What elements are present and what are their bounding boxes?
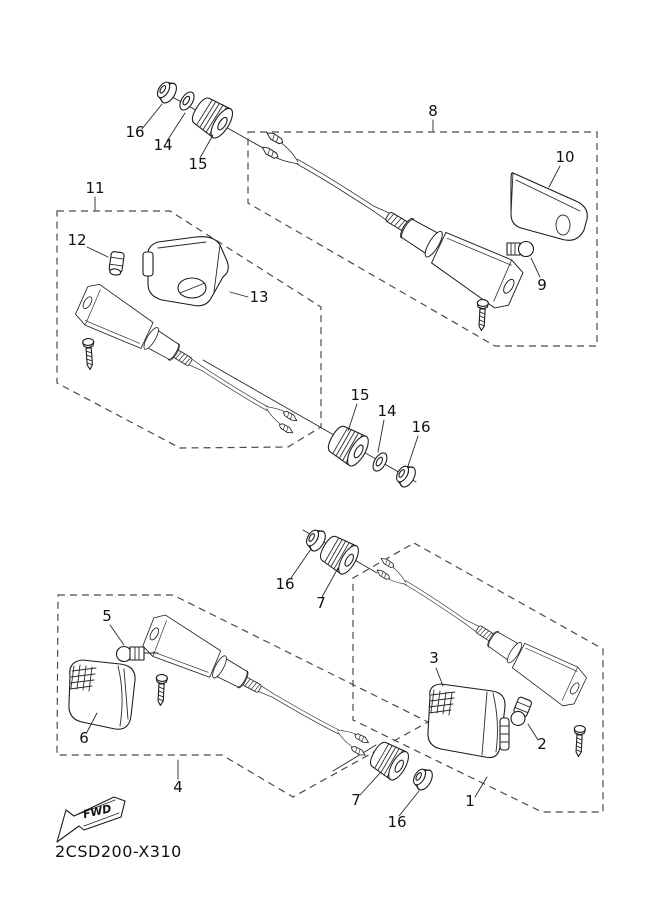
flasher-assembly-4 — [138, 611, 379, 768]
callout-8: 8 — [428, 102, 438, 120]
callout-6: 6 — [79, 729, 89, 747]
screw-box1 — [573, 725, 586, 756]
fwd-arrow-icon — [57, 797, 125, 842]
lens-10 — [511, 173, 587, 241]
washer-14-middle — [370, 451, 390, 474]
callout-9: 9 — [537, 276, 547, 294]
callout-15-topleft: 15 — [188, 155, 208, 173]
callout-16-topleft: 16 — [125, 123, 145, 141]
callout-16-lower: 16 — [275, 575, 295, 593]
mount-bracket-13 — [143, 237, 228, 306]
callout-16-bottom: 16 — [387, 813, 407, 831]
callout-12: 12 — [67, 231, 87, 249]
flange-nut-16-middle — [393, 462, 419, 489]
callout-10: 10 — [555, 148, 575, 166]
bulb-12 — [108, 251, 124, 276]
screw-box11 — [82, 338, 95, 370]
callout-13: 13 — [249, 288, 269, 306]
callout-3: 3 — [429, 649, 439, 667]
callout-11: 11 — [85, 179, 105, 197]
callout-7-lower: 7 — [316, 594, 326, 612]
flange-nut-16-top — [154, 78, 180, 106]
flasher-assembly-1 — [367, 547, 592, 711]
callout-2: 2 — [537, 735, 547, 753]
grommet-15-top — [188, 93, 237, 141]
lens-6 — [69, 660, 135, 729]
callout-5: 5 — [102, 607, 112, 625]
callout-14-middle: 14 — [377, 402, 397, 420]
callout-15-middle: 15 — [350, 386, 370, 404]
flange-nut-16-bottom — [410, 765, 436, 792]
callout-14-topleft: 14 — [153, 136, 173, 154]
fwd-label: FWD — [81, 802, 113, 822]
screw-box8 — [476, 299, 489, 330]
screw-box4 — [155, 674, 168, 705]
flasher-assembly-8 — [250, 118, 529, 313]
grommet-7-bottom — [366, 738, 412, 783]
grommet-15-middle — [324, 422, 372, 469]
callout-4: 4 — [173, 778, 183, 796]
callout-1: 1 — [465, 792, 475, 810]
callout-7-bottom: 7 — [351, 791, 361, 809]
bulb-9 — [507, 242, 534, 257]
lens-3 — [428, 684, 509, 758]
sheet-part-code: 2CSD200-X310 — [55, 842, 182, 861]
bulb-2 — [509, 696, 532, 727]
callout-16-middle: 16 — [411, 418, 431, 436]
